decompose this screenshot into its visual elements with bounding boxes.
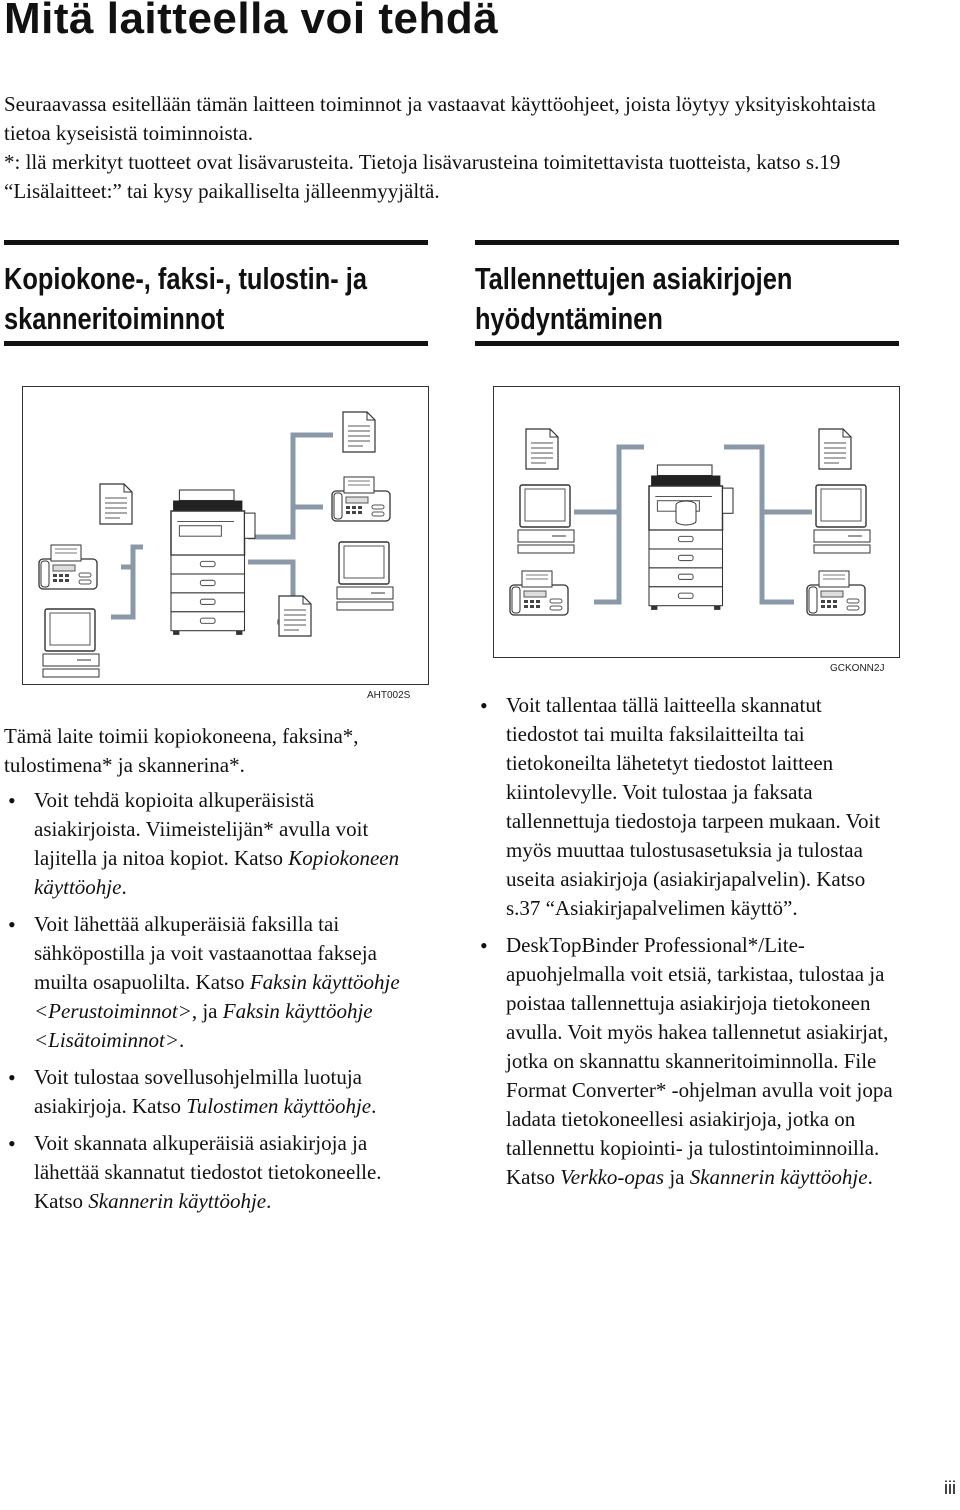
document-icon [526, 429, 558, 469]
section-heading-copier [4, 240, 428, 346]
hard-disk-icon [676, 501, 696, 525]
computer-icon [518, 485, 574, 553]
manual-reference: Skannerin käyttöohje [689, 1165, 868, 1189]
list-item: • DeskTopBinder Professional*/Lite-apuohjelmalla voit etsiä, tarkistaa, tulostaa ja poistaa tallennettuja asiakirjoja tietokoneen avulla. Voit myös hakea tallennetut asiakirjat, jotka on skannattu skanneritoiminnolla. File Format Converter* -ohjelman avulla voit jopa ladata tietokoneellesi asiakirjoja, jotka on tallennettu kopiointi- ja tulostintoiminnoilla. Katso Verkko-opas ja Skannerin käyttöohje. [476, 931, 898, 1192]
manual-reference: Verkko-opas [560, 1165, 665, 1189]
computer-icon [43, 609, 99, 677]
figure-code-left: AHT002S [367, 690, 411, 701]
lead-paragraph: Tämä laite toimii kopiokoneena, faksina*, tulostimena* ja skannerina*. [4, 724, 359, 777]
computer-icon [337, 542, 393, 610]
manual-reference: Faksin käyttöohje <Lisätoiminnot> [34, 999, 373, 1052]
computer-icon [814, 485, 870, 553]
document-icon [819, 429, 851, 469]
intro-paragraph-1: Seuraavassa esitellään tämän laitteen toiminnot ja vastaavat käyttöohjeet, joista löytyy yksityiskohtaista tietoa kyseisistä toiminnoista. [4, 92, 876, 145]
list-item: • Voit tulostaa sovellusohjelmilla luotuja asiakirjoja. Katso Tulostimen käyttöohje. [4, 1063, 424, 1121]
copier-functions-text [4, 722, 424, 1224]
manual-reference: Faksin käyttöohje <Perustoiminnot> [34, 970, 400, 1023]
intro-paragraph-2: *: llä merkityt tuotteet ovat lisävarusteita. Tietoja lisävarusteina toimitettavista tuotteista, katso s.19 “Lisälaitteet:” tai kysy paikalliselta jälleenmyyjältä. [4, 150, 841, 203]
manual-reference: Skannerin käyttöohje [88, 1189, 267, 1213]
fax-machine-icon [39, 545, 97, 589]
page-title: Mitä laitteella voi tehdä [4, 0, 499, 43]
copier-functions-illustration [22, 386, 429, 685]
fax-machine-icon [807, 571, 865, 615]
document-icon [343, 412, 375, 452]
list-item: • Voit tehdä kopioita alkuperäisistä asiakirjoista. Viimeistelijän* avulla voit lajitella ja nitoa kopiot. Katso Kopiokoneen käyttöohje. [4, 786, 424, 902]
bullet-list [4, 786, 424, 1216]
intro [4, 90, 900, 206]
manual-reference: Tulostimen käyttöohje [186, 1094, 372, 1118]
fax-machine-icon [332, 477, 390, 521]
document-icon [100, 484, 132, 524]
section-title-stored-documents: Tallennettujen asiakirjojen hyödyntäminen [475, 261, 793, 336]
figure-code-right: GCKONN2J [830, 663, 885, 674]
multifunction-copier-icon [649, 465, 733, 610]
fax-machine-icon [510, 571, 568, 615]
section-heading-stored-documents [475, 240, 899, 346]
stored-documents-illustration [493, 386, 900, 658]
section-title-copier: Kopiokone-, faksi-, tulostin- ja skanneritoiminnot [4, 261, 367, 336]
bullet-list [476, 691, 898, 1192]
list-item: • Voit skannata alkuperäisiä asiakirjoja ja lähettää skannatut tiedostot tietokoneelle. Katso Skannerin käyttöohje. [4, 1129, 424, 1216]
multifunction-copier-icon [171, 490, 255, 635]
list-item: • Voit tallentaa tällä laitteella skannatut tiedostot tai muilta faksilaitteilta tai tietokoneilta lähetetyt tiedostot laitteen kiintolevylle. Voit tulostaa ja faksata tallennettuja tiedostoja tarpeen mukaan. Voit myös muuttaa tulostusasetuksia ja tulostaa useita asiakirjoja (asiakirjapalvelin). Katso s.37 “Asiakirjapalvelimen käyttö”. [476, 691, 898, 923]
document-icon [279, 596, 311, 636]
page-number: iii [944, 1478, 956, 1498]
list-item: • Voit lähettää alkuperäisiä faksilla tai sähköpostilla ja voit vastaanottaa fakseja muilta osapuolilta. Katso Faksin käyttöohje <Perustoiminnot>, ja Faksin käyttöohje <Lisätoiminnot>. [4, 910, 424, 1055]
stored-documents-text [476, 691, 898, 1200]
manual-reference: Kopiokoneen käyttöohje [34, 846, 400, 899]
